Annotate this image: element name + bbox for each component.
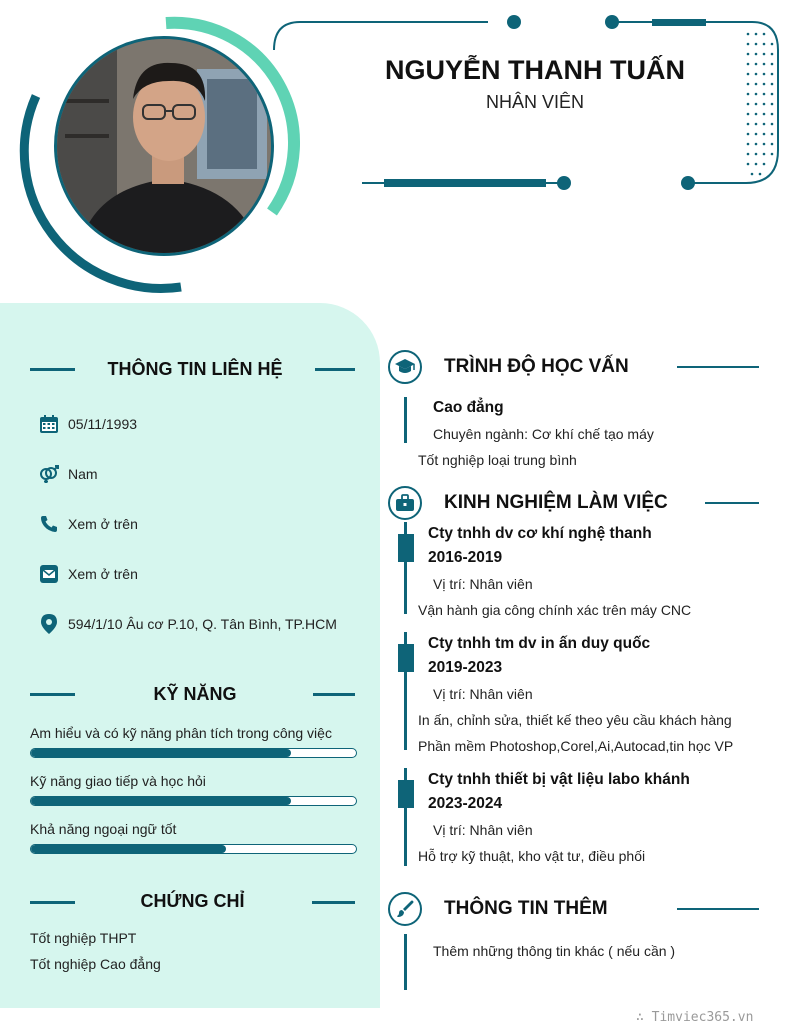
job-role: Vị trí: Nhân viên	[433, 576, 533, 592]
education-section-title: TRÌNH ĐỘ HỌC VẤN	[444, 356, 629, 377]
experience-section-icon	[388, 486, 422, 520]
skills-section-title: KỸ NĂNG	[153, 684, 237, 704]
job-company: Cty tnhh tm dv in ấn duy quốc	[428, 635, 651, 652]
candidate-position: NHÂN VIÊN	[485, 92, 584, 112]
job-period: 2016-2019	[428, 549, 503, 566]
birthdate-value: 05/11/1993	[68, 416, 138, 432]
skill-label: Kỹ năng giao tiếp và học hỏi	[30, 773, 206, 789]
watermark	[636, 1010, 753, 1025]
email-icon	[38, 563, 60, 585]
education-major: Chuyên ngành: Cơ khí chế tạo máy	[433, 426, 654, 442]
job-detail: Vận hành gia công chính xác trên máy CNC	[418, 602, 692, 618]
avatar-photo	[57, 39, 274, 256]
job-company: Cty tnhh thiết bị vật liệu labo khánh	[428, 771, 690, 788]
skill-label: Khả năng ngoại ngữ tốt	[30, 821, 177, 837]
education-level: Cao đẳng	[433, 399, 504, 416]
timeline-line	[404, 934, 407, 990]
section-divider	[30, 901, 75, 904]
additional-section-icon	[388, 892, 422, 926]
job-role: Vị trí: Nhân viên	[433, 822, 533, 838]
additional-text: Thêm những thông tin khác ( nếu cần )	[433, 943, 676, 959]
job-company: Cty tnhh dv cơ khí nghệ thanh	[428, 525, 652, 542]
experience-section-title: KINH NGHIỆM LÀM VIỆC	[444, 492, 668, 513]
phone-value: Xem ở trên	[68, 516, 138, 532]
timeline-marker	[398, 534, 414, 562]
contact-address	[38, 613, 337, 635]
watermark-dots-icon: ∴	[636, 1010, 652, 1025]
section-divider	[705, 502, 759, 504]
timeline-marker	[398, 780, 414, 808]
skill-bar	[30, 748, 357, 758]
job-detail: Phần mềm Photoshop,Corel,Ai,Autocad,tin học VP	[418, 738, 734, 754]
avatar	[54, 36, 274, 256]
candidate-name: NGUYỄN THANH TUẤN	[385, 55, 685, 85]
section-divider	[315, 368, 355, 371]
contact-phone	[38, 513, 138, 535]
section-divider	[677, 908, 759, 910]
education-result: Tốt nghiệp loại trung bình	[418, 452, 577, 468]
email-value: Xem ở trên	[68, 566, 138, 582]
job-detail: Hỗ trợ kỹ thuật, kho vật tư, điều phối	[418, 848, 646, 864]
section-divider	[313, 693, 355, 696]
location-pin-icon	[38, 613, 60, 635]
certificate-item: Tốt nghiệp THPT	[30, 930, 137, 946]
certificates-section-title: CHỨNG CHỈ	[140, 891, 245, 911]
job-role: Vị trí: Nhân viên	[433, 686, 533, 702]
address-value: 594/1/10 Âu cơ P.10, Q. Tân Bình, TP.HCM	[68, 616, 337, 632]
skill-bar	[30, 844, 357, 854]
timeline-marker	[398, 644, 414, 672]
section-divider	[312, 901, 355, 904]
section-divider	[30, 368, 75, 371]
skill-bar-fill	[31, 797, 291, 805]
education-section-icon	[388, 350, 422, 384]
contact-section-title: THÔNG TIN LIÊN HỆ	[107, 359, 283, 379]
watermark-text: Timviec365.vn	[651, 1010, 754, 1025]
paintbrush-icon	[395, 899, 415, 919]
additional-section-title: THÔNG TIN THÊM	[444, 898, 608, 919]
contact-birthdate	[38, 413, 137, 435]
gender-icon	[38, 463, 60, 485]
skill-bar-fill	[31, 749, 291, 757]
section-divider	[30, 693, 75, 696]
skill-label: Am hiểu và có kỹ năng phân tích trong công việc	[30, 725, 332, 741]
graduation-cap-icon	[394, 358, 416, 376]
job-detail: In ấn, chỉnh sửa, thiết kế theo yêu cầu khách hàng	[418, 712, 732, 728]
certificate-item: Tốt nghiệp Cao đẳng	[30, 956, 161, 972]
job-period: 2023-2024	[428, 795, 503, 812]
timeline-line	[404, 397, 407, 443]
section-divider	[677, 366, 759, 368]
gender-value: Nam	[68, 466, 98, 482]
job-period: 2019-2023	[428, 659, 503, 676]
calendar-icon	[38, 413, 60, 435]
phone-icon	[38, 513, 60, 535]
contact-gender	[38, 463, 98, 485]
contact-email	[38, 563, 138, 585]
skill-bar-fill	[31, 845, 226, 853]
briefcase-icon	[395, 494, 415, 512]
skill-bar	[30, 796, 357, 806]
